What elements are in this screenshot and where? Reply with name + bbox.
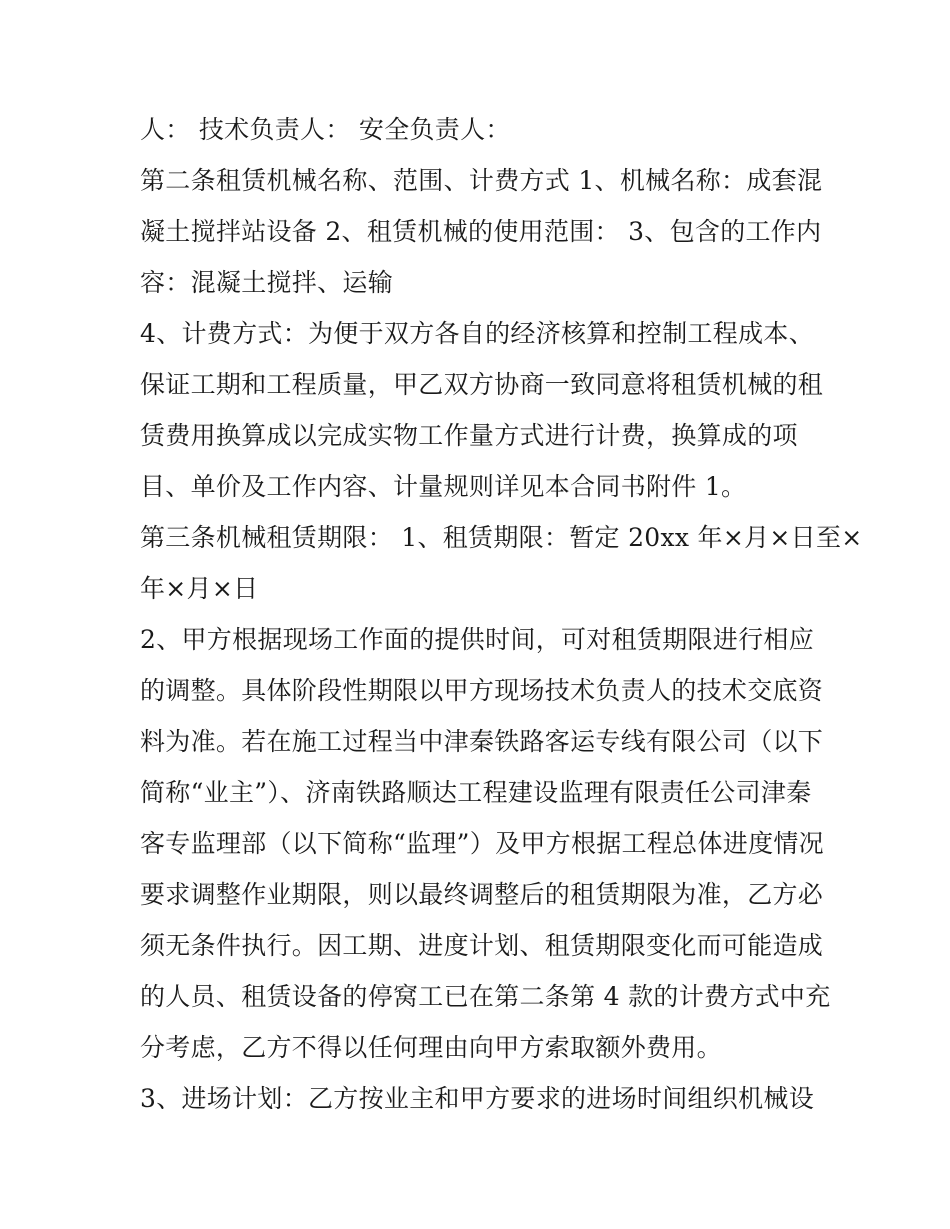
text-line: 保证工期和工程质量，甲乙双方协商一致同意将租赁机械的租 xyxy=(140,370,824,399)
text-line: 4、计费方式：为便于双方各自的经济核算和控制工程成本、 xyxy=(140,319,815,348)
text-line: 第三条机械租赁期限： 1、租赁期限：暂定 20xx 年×月×日至× xyxy=(140,523,863,552)
text-line: 容：混凝土搅拌、运输 xyxy=(140,268,394,297)
text-line: 人： 技术负责人： 安全负责人： xyxy=(140,115,511,144)
text-line: 的调整。具体阶段性期限以甲方现场技术负责人的技术交底资 xyxy=(140,676,824,705)
text-line: 分考虑，乙方不得以任何理由向甲方索取额外费用。 xyxy=(140,1033,722,1062)
text-line: 赁费用换算成以完成实物工作量方式进行计费，换算成的项 xyxy=(140,421,798,450)
text-line: 料为准。若在施工过程当中津秦铁路客运专线有限公司（以下 xyxy=(140,727,824,756)
text-line: 简称“业主”）、济南铁路顺达工程建设监理有限责任公司津秦 xyxy=(140,778,812,807)
text-line: 2、甲方根据现场工作面的提供时间，可对租赁期限进行相应 xyxy=(140,625,815,654)
text-line: 要求调整作业期限，则以最终调整后的租赁期限为准，乙方必 xyxy=(140,880,824,909)
text-line: 3、进场计划：乙方按业主和甲方要求的进场时间组织机械设 xyxy=(140,1084,815,1113)
document-body xyxy=(140,104,863,1124)
text-line: 的人员、租赁设备的停窝工已在第二条第 4 款的计费方式中充 xyxy=(140,982,831,1011)
text-line: 凝土搅拌站设备 2、租赁机械的使用范围： 3、包含的工作内 xyxy=(140,217,822,246)
text-line: 目、单价及工作内容、计量规则详见本合同书附件 1。 xyxy=(140,472,747,501)
text-line: 须无条件执行。因工期、进度计划、租赁期限变化而可能造成 xyxy=(140,931,824,960)
text-line: 第二条租赁机械名称、范围、计费方式 1、机械名称：成套混 xyxy=(140,166,823,195)
text-line: 客专监理部（以下简称“监理”）及甲方根据工程总体进度情况 xyxy=(140,829,824,858)
text-line: 年×月×日 xyxy=(140,574,259,603)
